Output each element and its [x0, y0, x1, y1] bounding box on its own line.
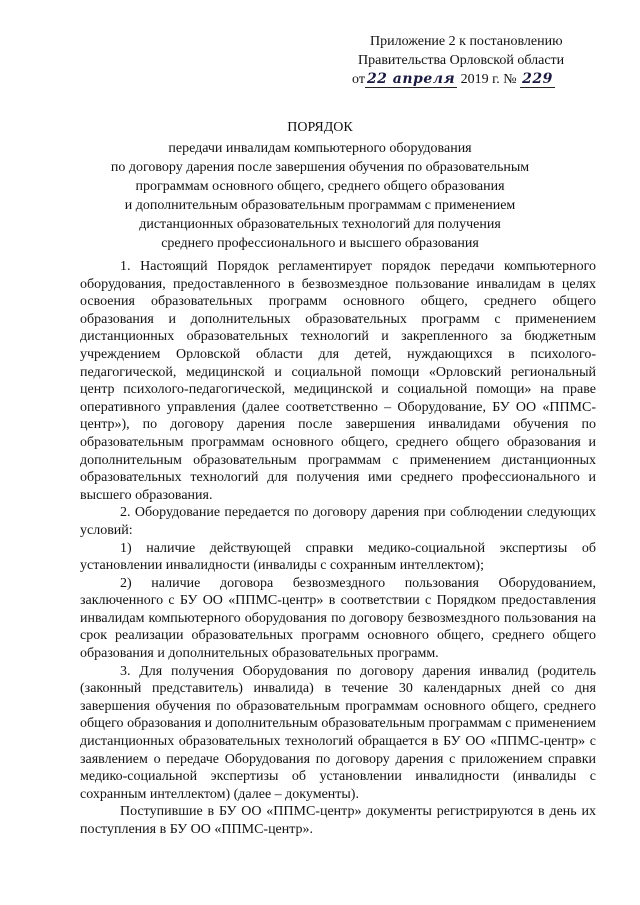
- date-prefix: от: [352, 72, 365, 87]
- document-title-block: [80, 118, 560, 253]
- title-line: дистанционных образовательных технологий для получения: [139, 217, 501, 232]
- title-line: и дополнительным образовательным программам с применением: [124, 198, 516, 213]
- appendix-header: [340, 32, 620, 89]
- title-line: среднего профессионального и высшего образования: [161, 236, 479, 251]
- title-line: передачи инвалидам компьютерного оборудования: [168, 141, 472, 156]
- paragraph: 1) наличие действующей справки медико-социальной экспертизы об установлении инвалидности (инвалиды с сохранным интеллектом);: [80, 540, 596, 574]
- paragraph: 1. Настоящий Порядок регламентирует порядок передачи компьютерного оборудования, предоставленного в безвозмездное пользование инвалидам в целях освоения образовательных программ основного общего, среднего общего образования и дополнительных образовательных программ с применением дистанционных образовательных технологий и закрепленного за бюджетным учреждением Орловской области для детей, нуждающихся в психолого-педагогической, медицинской и социальной помощи «Орловский региональный центр психолого-педагогической, медицинской и социальной помощи» на праве оперативного управления (далее соответственно – Оборудование, БУ ОО «ППМС-центр»), по договору дарения после завершения инвалидами обучения по образовательным программам основного общего, среднего общего образования и дополнительным образовательным программам с применением дистанционных образовательных технологий для получения ими среднего профессионального и высшего образования.: [80, 259, 596, 503]
- paragraph: 2) наличие договора безвозмездного пользования Оборудованием, заключенного с БУ ОО «ППМС-центр» в соответствии с Порядком предоставления инвалидам компьютерного оборудования по договору безвозмездного пользования на срок реализации образовательных программ основного общего, среднего общего образования и дополнительных образовательных программ.: [80, 575, 596, 662]
- title-line: по договору дарения после завершения обучения по образовательным: [110, 160, 530, 175]
- handwritten-date: 22 апреля: [366, 71, 456, 87]
- document-body: [80, 258, 596, 839]
- date-year: 2019 г. №: [460, 72, 517, 87]
- resolution-date-line: [340, 70, 620, 89]
- paragraph: Поступившие в БУ ОО «ППМС-центр» документы регистрируются в день их поступления в БУ ОО «ППМС-центр».: [80, 804, 596, 837]
- government-caption: Правительства Орловской области: [358, 53, 565, 68]
- title-line: программам основного общего, среднего общего образования: [135, 179, 505, 194]
- document-title: ПОРЯДОК: [287, 120, 353, 135]
- handwritten-number: 229: [522, 71, 553, 87]
- paragraph: 3. Для получения Оборудования по договору дарения инвалид (родитель (законный представитель) инвалида) в течение 30 календарных дней со дня завершения обучения по образовательным программам основного общего, среднего общего образования и дополнительным образовательным программам с применением дистанционных образовательных технологий обращается в БУ ОО «ППМС-центр» с заявлением о передаче Оборудования по договору дарения с приложением справки медико-социальной экспертизы об установлении инвалидности (инвалиды с сохранным интеллектом) (далее – документы).: [80, 663, 596, 802]
- appendix-caption: Приложение 2 к постановлению: [370, 34, 563, 49]
- paragraph: 2. Оборудование передается по договору дарения при соблюдении следующих условий:: [80, 505, 596, 538]
